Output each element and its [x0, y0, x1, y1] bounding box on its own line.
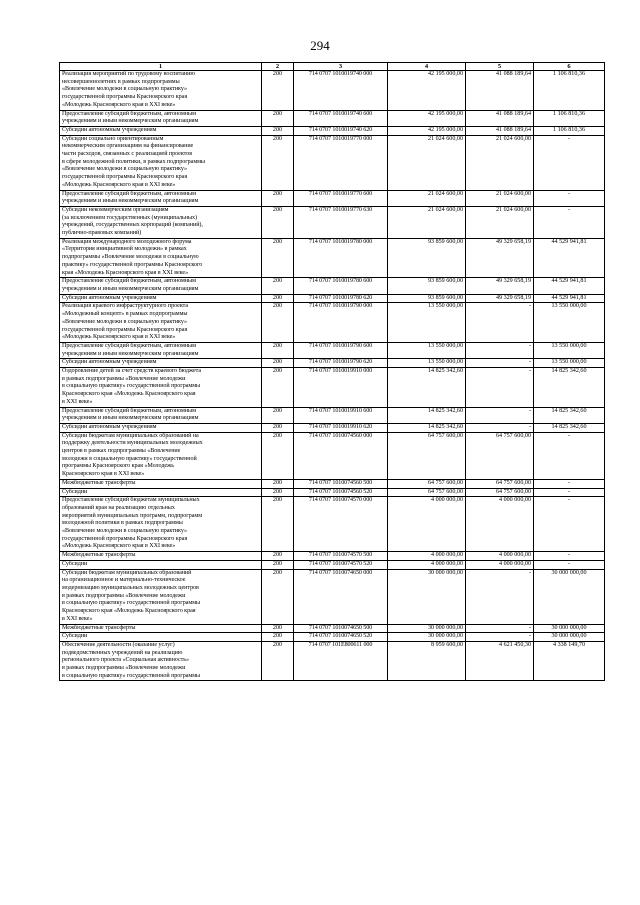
- table-row: [60, 110, 605, 126]
- row-description: [60, 407, 262, 423]
- description-line: в социальную практику» государственной программы: [62, 672, 201, 679]
- row-executed-amount: -: [466, 633, 534, 642]
- row-line-code: 200: [262, 278, 294, 294]
- row-description: [60, 294, 262, 303]
- row-unexecuted-amount: -: [534, 135, 605, 190]
- row-budget-code: 714 0707 1010074560 500: [294, 479, 388, 488]
- description-line: Субсидии: [62, 633, 88, 640]
- description-line: учреждениям и иным некоммерческим организациям: [62, 198, 199, 205]
- row-budget-code: 714 0707 1010019910 600: [294, 407, 388, 423]
- row-unexecuted-amount: -: [534, 552, 605, 561]
- description-line: в XXI веке»: [62, 398, 93, 405]
- description-line: подведомственных учреждений на реализацию: [62, 649, 183, 656]
- row-executed-amount: 64 757 600,00: [466, 488, 534, 497]
- row-executed-amount: 41 088 189,64: [466, 126, 534, 135]
- row-budget-code: 714 0707 1010074560 520: [294, 488, 388, 497]
- row-unexecuted-amount: 30 000 000,00: [534, 633, 605, 642]
- row-description: [60, 342, 262, 358]
- row-description: [60, 479, 262, 488]
- description-line: учреждениям и иным некоммерческим организациям: [62, 118, 199, 125]
- description-line: «Молодежь Красноярского края в XXI веке»: [62, 543, 176, 550]
- row-approved-amount: 21 024 600,00: [388, 190, 466, 206]
- row-line-code: 200: [262, 135, 294, 190]
- table-row: [60, 278, 605, 294]
- description-line: Субсидии: [62, 560, 88, 567]
- row-executed-amount: 4 000 000,00: [466, 552, 534, 561]
- row-executed-amount: 21 024 600,00: [466, 206, 534, 238]
- table-row: [60, 624, 605, 633]
- row-line-code: 200: [262, 641, 294, 681]
- row-unexecuted-amount: 13 550 000,00: [534, 359, 605, 368]
- row-approved-amount: 93 859 600,00: [388, 294, 466, 303]
- table-row: [60, 423, 605, 432]
- page-number: 294: [310, 38, 330, 53]
- row-line-code: 200: [262, 624, 294, 633]
- description-line: Красноярского края в XXI веке»: [62, 471, 145, 478]
- table-row: [60, 206, 605, 238]
- row-approved-amount: 14 825 342,60: [388, 407, 466, 423]
- row-description: [60, 569, 262, 624]
- table-row: [60, 560, 605, 569]
- description-line: «Молодежь Красноярского края в XXI веке»: [62, 101, 176, 108]
- description-line: «Вовлечение молодежи в социальную практику»: [62, 86, 188, 93]
- table-row: [60, 359, 605, 368]
- description-line: модернизацию муниципальных молодежных центров: [62, 585, 199, 591]
- description-line: Предоставление субсидий бюджетным, автономным: [62, 342, 196, 349]
- row-budget-code: 714 0707 1010074650 000: [294, 569, 388, 624]
- description-line: государственной программы Красноярского края: [62, 326, 188, 333]
- description-line: молодежной политики в рамках подпрограммы: [62, 520, 183, 527]
- row-description: [60, 71, 262, 111]
- row-approved-amount: 4 000 000,00: [388, 560, 466, 569]
- row-approved-amount: 13 550 000,00: [388, 359, 466, 368]
- row-budget-code: 714 0707 1010019770 600: [294, 190, 388, 206]
- row-unexecuted-amount: 44 529 941,81: [534, 278, 605, 294]
- description-line: Предоставление субсидий бюджетным, автономным: [62, 407, 196, 414]
- description-line: края «Молодежь Красноярского края в XXI веке»: [62, 269, 189, 276]
- row-budget-code: 714 0707 1010019790 000: [294, 303, 388, 343]
- row-line-code: 200: [262, 407, 294, 423]
- description-line: центров в рамках подпрограммы «Вовлечение: [62, 448, 181, 455]
- description-line: государственной программы Красноярского края: [62, 535, 188, 542]
- row-budget-code: 714 0707 1010019740 620: [294, 126, 388, 135]
- row-description: [60, 303, 262, 343]
- description-line: Субсидии некоммерческим организациям: [62, 206, 169, 213]
- row-unexecuted-amount: 4 338 149,70: [534, 641, 605, 681]
- row-budget-code: 714 0707 1010074650 520: [294, 633, 388, 642]
- row-budget-code: 714 0707 1010019790 620: [294, 359, 388, 368]
- row-line-code: 200: [262, 294, 294, 303]
- row-budget-code: 714 0707 1010019780 600: [294, 278, 388, 294]
- row-description: [60, 190, 262, 206]
- row-description: [60, 432, 262, 479]
- row-unexecuted-amount: 1 106 810,36: [534, 71, 605, 111]
- row-approved-amount: 14 825 342,60: [388, 423, 466, 432]
- row-approved-amount: 8 959 600,00: [388, 641, 466, 681]
- row-unexecuted-amount: 13 550 000,00: [534, 342, 605, 358]
- row-budget-code: 714 0707 1010074560 000: [294, 432, 388, 479]
- row-executed-amount: 49 329 658,19: [466, 238, 534, 278]
- row-line-code: 200: [262, 190, 294, 206]
- row-budget-code: 714 0707 1010019790 600: [294, 342, 388, 358]
- row-line-code: 200: [262, 423, 294, 432]
- description-line: Субсидии автономным учреждениям: [62, 359, 157, 366]
- row-executed-amount: 21 024 600,00: [466, 135, 534, 190]
- description-line: «Молодежь Красноярского края в XXI веке»: [62, 181, 176, 188]
- row-line-code: 200: [262, 342, 294, 358]
- row-description: [60, 488, 262, 497]
- table-row: [60, 368, 605, 408]
- row-line-code: 200: [262, 110, 294, 126]
- description-line: программы Красноярского края «Молодежь: [62, 463, 174, 470]
- description-line: Субсидии социально ориентированным: [62, 135, 164, 142]
- table-row: [60, 488, 605, 497]
- description-line: на организационное и материально-техническое: [62, 577, 186, 584]
- description-line: несовершеннолетних в рамках подпрограммы: [62, 78, 180, 85]
- row-description: [60, 368, 262, 408]
- row-approved-amount: 14 825 342,60: [388, 368, 466, 408]
- row-unexecuted-amount: -: [534, 479, 605, 488]
- row-unexecuted-amount: 30 000 000,00: [534, 624, 605, 633]
- description-line: части расходов, связанных с реализацией проектов: [62, 151, 193, 158]
- row-unexecuted-amount: 14 825 342,60: [534, 407, 605, 423]
- row-description: [60, 110, 262, 126]
- row-budget-code: 714 0707 1010074570 500: [294, 552, 388, 561]
- description-line: учреждений, государственных корпораций (компаний),: [62, 222, 203, 229]
- description-line: учреждениям и иным некоммерческим организациям: [62, 285, 199, 292]
- budget-table-body: [60, 63, 605, 681]
- description-line: «Вовлечение молодежи в социальную практику»: [62, 166, 188, 173]
- row-executed-amount: -: [466, 569, 534, 624]
- description-line: в социальную практику» государственной программы: [62, 600, 201, 607]
- row-budget-code: 714 0707 1010074570 000: [294, 497, 388, 552]
- row-description: [60, 423, 262, 432]
- row-approved-amount: 21 024 600,00: [388, 206, 466, 238]
- description-line: в сфере молодежной политики, в рамках подпрограммы: [62, 158, 205, 165]
- description-line: регионального проекта «Социальная активность»: [62, 657, 189, 664]
- row-line-code: 200: [262, 552, 294, 561]
- row-description: [60, 135, 262, 190]
- row-line-code: 200: [262, 479, 294, 488]
- row-executed-amount: 49 329 658,19: [466, 278, 534, 294]
- description-line: молодежи в социальную практику» государственной: [62, 455, 197, 462]
- row-line-code: 200: [262, 488, 294, 497]
- table-row: [60, 342, 605, 358]
- row-approved-amount: 42 195 000,00: [388, 71, 466, 111]
- row-unexecuted-amount: 44 529 941,81: [534, 238, 605, 278]
- row-line-code: 200: [262, 126, 294, 135]
- table-row: [60, 633, 605, 642]
- row-unexecuted-amount: -: [534, 488, 605, 497]
- description-line: публично-правовых компаний): [62, 230, 142, 237]
- row-approved-amount: 93 859 600,00: [388, 278, 466, 294]
- row-budget-code: 714 0707 1010019910 000: [294, 368, 388, 408]
- row-approved-amount: 30 000 000,00: [388, 569, 466, 624]
- table-row: [60, 190, 605, 206]
- description-line: государственной программы Красноярского края: [62, 94, 188, 101]
- table-row: [60, 71, 605, 111]
- row-approved-amount: 30 000 000,00: [388, 633, 466, 642]
- row-line-code: 200: [262, 569, 294, 624]
- row-unexecuted-amount: -: [534, 497, 605, 552]
- description-line: (за исключением государственных (муниципальных): [62, 214, 198, 221]
- description-line: некоммерческим организациям на финансирование: [62, 143, 194, 150]
- row-executed-amount: -: [466, 423, 534, 432]
- description-line: Предоставление субсидий бюджетным, автономным: [62, 110, 196, 117]
- header-col-4: 4: [388, 63, 466, 71]
- row-approved-amount: 64 757 600,00: [388, 432, 466, 479]
- row-description: [60, 641, 262, 681]
- row-budget-code: 714 0707 1010074650 500: [294, 624, 388, 633]
- row-executed-amount: 4 000 000,00: [466, 560, 534, 569]
- row-description: [60, 206, 262, 238]
- description-line: Межбюджетные трансферты: [62, 552, 136, 559]
- row-approved-amount: 4 000 000,00: [388, 497, 466, 552]
- row-description: [60, 359, 262, 368]
- header-col-1: 1: [60, 63, 262, 71]
- description-line: Реализация международного молодежного форума: [62, 238, 192, 245]
- row-description: [60, 633, 262, 642]
- row-description: [60, 624, 262, 633]
- table-row: [60, 552, 605, 561]
- row-approved-amount: 4 000 000,00: [388, 552, 466, 561]
- row-approved-amount: 21 024 600,00: [388, 135, 466, 190]
- description-line: Предоставление субсидий бюджетным, автономным: [62, 190, 196, 197]
- description-line: «Молодежь Красноярского края в XXI веке»: [62, 334, 176, 341]
- row-executed-amount: -: [466, 407, 534, 423]
- row-unexecuted-amount: 30 000 000,00: [534, 569, 605, 624]
- description-line: «Вовлечение молодежи в социальную практику»: [62, 528, 188, 535]
- header-col-5: 5: [466, 63, 534, 71]
- row-executed-amount: 4 000 000,00: [466, 497, 534, 552]
- description-line: Субсидии автономным учреждениям: [62, 294, 157, 301]
- description-line: Субсидии автономным учреждениям: [62, 423, 157, 430]
- row-line-code: 200: [262, 238, 294, 278]
- row-executed-amount: -: [466, 359, 534, 368]
- description-line: Межбюджетные трансферты: [62, 479, 136, 486]
- description-line: в рамках подпрограммы «Вовлечение молодежи: [62, 665, 186, 672]
- row-approved-amount: 64 757 600,00: [388, 488, 466, 497]
- row-approved-amount: 13 550 000,00: [388, 342, 466, 358]
- table-row: [60, 479, 605, 488]
- budget-table: [59, 62, 605, 681]
- row-executed-amount: 64 757 600,00: [466, 432, 534, 479]
- row-budget-code: 714 0707 1010019910 620: [294, 423, 388, 432]
- description-line: «Территория инициативной молодежи» в рамках: [62, 246, 187, 253]
- row-line-code: 200: [262, 303, 294, 343]
- row-unexecuted-amount: 13 550 000,00: [534, 303, 605, 343]
- row-description: [60, 278, 262, 294]
- description-line: Субсидии бюджетам муниципальных образований: [62, 569, 192, 576]
- description-line: подпрограммы «Вовлечение молодежи в социальную: [62, 254, 199, 261]
- row-budget-code: 714 0707 1010019780 000: [294, 238, 388, 278]
- description-line: Субсидии автономным учреждениям: [62, 126, 157, 133]
- description-line: в XXI веке»: [62, 615, 93, 622]
- description-line: Субсидии: [62, 488, 88, 495]
- table-row: [60, 407, 605, 423]
- description-line: поддержку деятельности муниципальных молодежных: [62, 440, 203, 447]
- row-description: [60, 560, 262, 569]
- description-line: Реализация краевого инфраструктурного проекта: [62, 303, 188, 310]
- table-row: [60, 135, 605, 190]
- header-col-3: 3: [294, 63, 388, 71]
- row-line-code: 200: [262, 633, 294, 642]
- table-row: [60, 238, 605, 278]
- description-line: практику» государственной программы Красноярского: [62, 261, 203, 268]
- table-row: [60, 432, 605, 479]
- description-line: Оздоровление детей за счет средств краевого бюджета: [62, 368, 201, 375]
- row-approved-amount: 93 859 600,00: [388, 238, 466, 278]
- row-unexecuted-amount: 1 106 810,36: [534, 126, 605, 135]
- row-line-code: 200: [262, 497, 294, 552]
- row-line-code: 200: [262, 432, 294, 479]
- description-line: мероприятий муниципальных программ, подпрограмм: [62, 512, 203, 519]
- description-line: Предоставление субсидий бюджетам муниципальных: [62, 497, 200, 504]
- row-budget-code: 714 0707 1010019740 000: [294, 71, 388, 111]
- row-budget-code: 714 0707 101E800611 000: [294, 641, 388, 681]
- header-row: [60, 63, 605, 71]
- row-executed-amount: 64 757 600,00: [466, 479, 534, 488]
- row-executed-amount: -: [466, 342, 534, 358]
- row-line-code: 200: [262, 206, 294, 238]
- table-row: [60, 641, 605, 681]
- row-executed-amount: 4 621 450,30: [466, 641, 534, 681]
- row-line-code: 200: [262, 368, 294, 408]
- row-executed-amount: 41 088 189,64: [466, 110, 534, 126]
- row-executed-amount: 41 088 189,64: [466, 71, 534, 111]
- description-line: Межбюджетные трансферты: [62, 624, 136, 631]
- row-executed-amount: 49 329 658,19: [466, 294, 534, 303]
- row-budget-code: 714 0707 1010019770 000: [294, 135, 388, 190]
- row-unexecuted-amount: -: [534, 206, 605, 238]
- table-row: [60, 569, 605, 624]
- row-description: [60, 126, 262, 135]
- description-line: учреждениям и иным некоммерческим организациям: [62, 415, 199, 422]
- description-line: в социальную практику» государственной программы: [62, 383, 201, 390]
- row-line-code: 200: [262, 71, 294, 111]
- row-approved-amount: 30 000 000,00: [388, 624, 466, 633]
- row-budget-code: 714 0707 1010019780 620: [294, 294, 388, 303]
- row-budget-code: 714 0707 1010019770 630: [294, 206, 388, 238]
- description-line: учреждениям и иным некоммерческим организациям: [62, 350, 199, 357]
- header-col-6: 6: [534, 63, 605, 71]
- description-line: «Молодежный концепт» в рамках подпрограммы: [62, 311, 188, 318]
- description-line: Реализация мероприятий по трудовому воспитанию: [62, 71, 195, 77]
- row-approved-amount: 42 195 000,00: [388, 126, 466, 135]
- row-executed-amount: -: [466, 368, 534, 408]
- table-row: [60, 497, 605, 552]
- description-line: в рамках подпрограммы «Вовлечение молодежи: [62, 375, 186, 382]
- row-unexecuted-amount: 44 529 941,81: [534, 294, 605, 303]
- row-description: [60, 238, 262, 278]
- row-unexecuted-amount: 14 825 342,60: [534, 423, 605, 432]
- header-col-2: 2: [262, 63, 294, 71]
- row-unexecuted-amount: 1 106 810,36: [534, 110, 605, 126]
- row-description: [60, 497, 262, 552]
- description-line: в рамках подпрограммы «Вовлечение молодежи: [62, 592, 186, 599]
- description-line: Красноярского края «Молодежь Красноярского края: [62, 391, 196, 398]
- row-executed-amount: -: [466, 624, 534, 633]
- row-executed-amount: -: [466, 303, 534, 343]
- table-row: [60, 126, 605, 135]
- row-executed-amount: 21 024 600,00: [466, 190, 534, 206]
- row-line-code: 200: [262, 560, 294, 569]
- row-unexecuted-amount: -: [534, 560, 605, 569]
- row-unexecuted-amount: -: [534, 432, 605, 479]
- description-line: государственной программы Красноярского края: [62, 174, 188, 181]
- row-description: [60, 552, 262, 561]
- row-unexecuted-amount: 14 825 342,60: [534, 368, 605, 408]
- description-line: Красноярского края «Молодежь Красноярского края: [62, 608, 196, 615]
- description-line: Предоставление субсидий бюджетным, автономным: [62, 278, 196, 285]
- row-approved-amount: 13 550 000,00: [388, 303, 466, 343]
- row-line-code: 200: [262, 359, 294, 368]
- table-row: [60, 294, 605, 303]
- row-unexecuted-amount: -: [534, 190, 605, 206]
- row-budget-code: 714 0707 1010074570 520: [294, 560, 388, 569]
- description-line: Субсидии бюджетам муниципальных образований на: [62, 432, 199, 439]
- description-line: «Вовлечение молодежи в социальную практику»: [62, 318, 188, 325]
- row-approved-amount: 64 757 600,00: [388, 479, 466, 488]
- table-row: [60, 303, 605, 343]
- row-budget-code: 714 0707 1010019740 600: [294, 110, 388, 126]
- row-approved-amount: 42 195 000,00: [388, 110, 466, 126]
- description-line: образований края на реализацию отдельных: [62, 504, 175, 511]
- description-line: Обеспечение деятельности (оказание услуг): [62, 641, 175, 648]
